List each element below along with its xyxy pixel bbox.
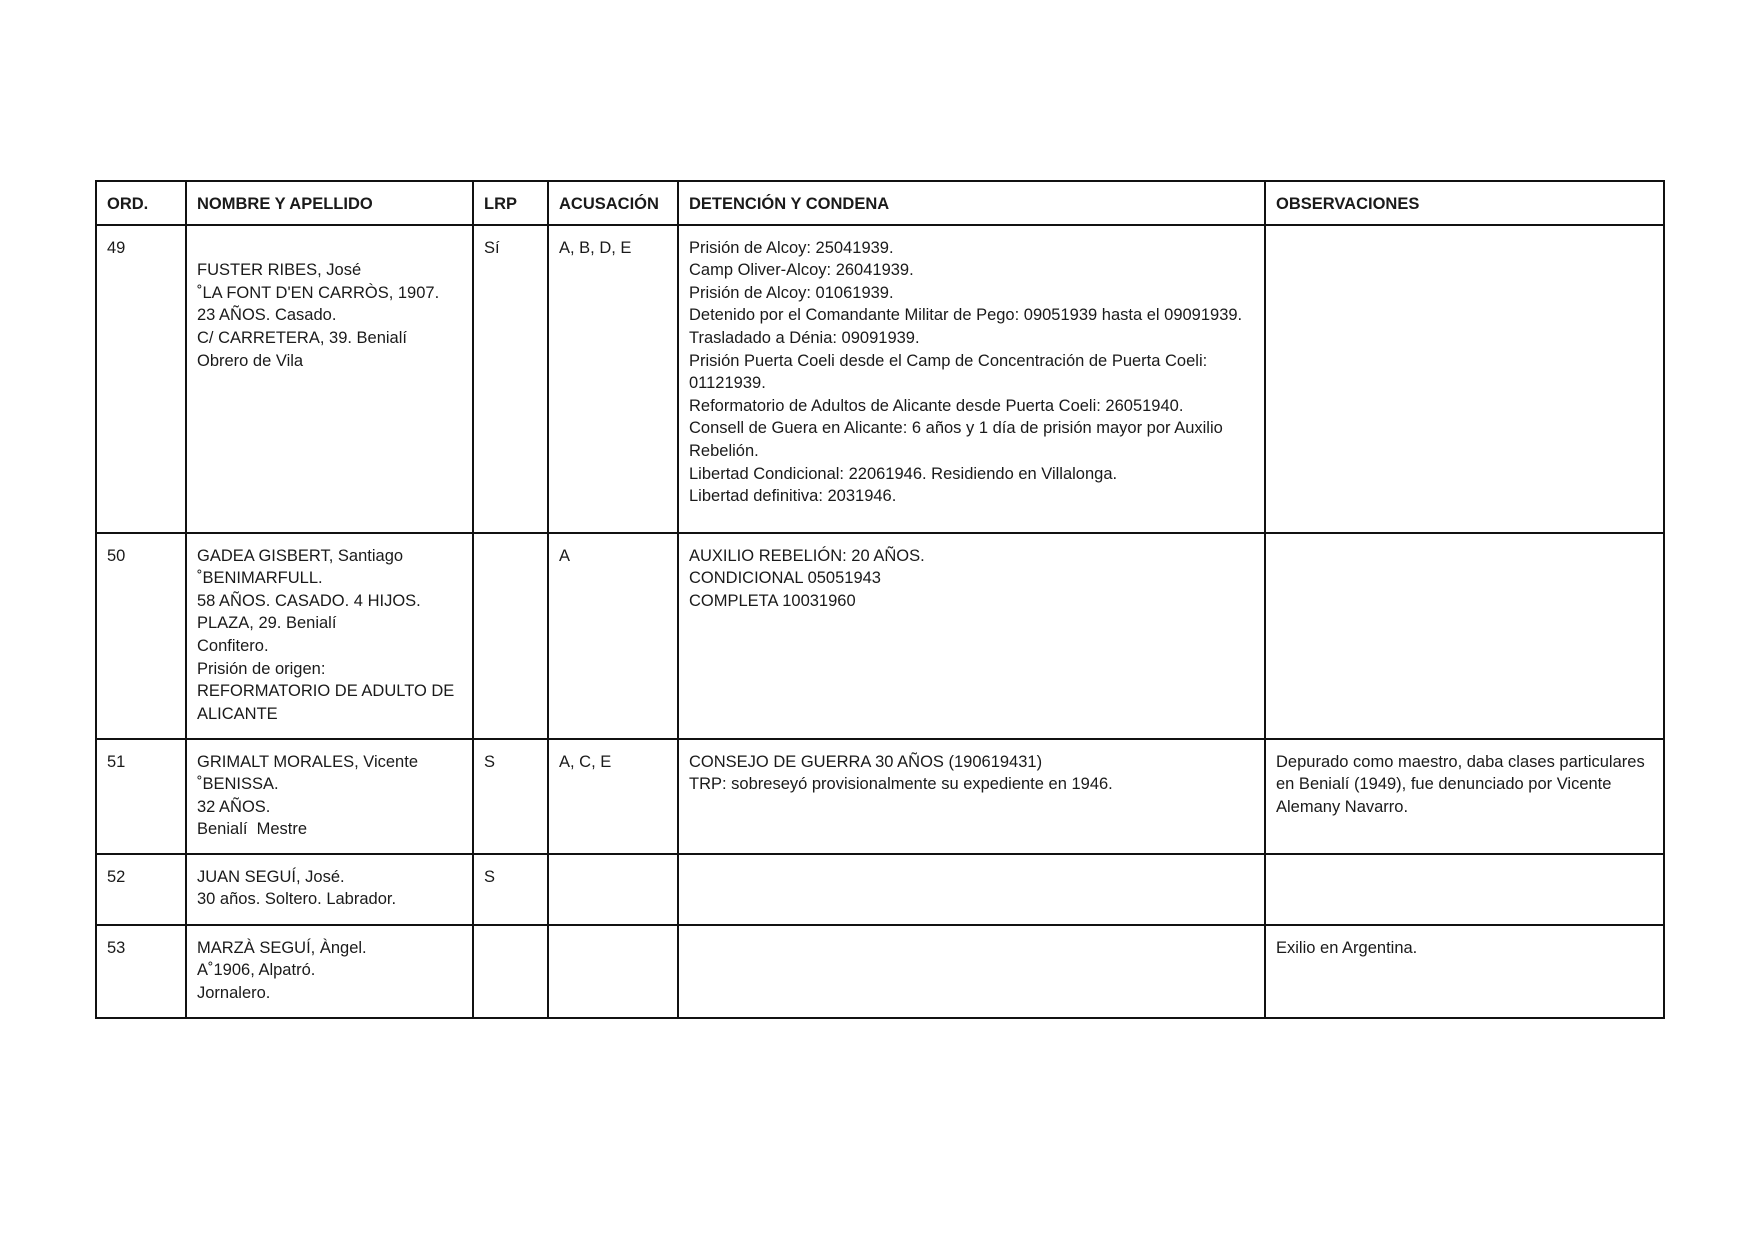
cell-lrp: S — [473, 854, 548, 925]
cell-acusacion — [548, 854, 678, 925]
detencion-line: CONDICIONAL 05051943 — [689, 569, 881, 588]
nombre-line: 23 AÑOS. Casado. — [197, 306, 337, 325]
nombre-line: Obrero de Vila — [197, 351, 304, 370]
cell-detencion — [678, 225, 1265, 533]
nombre-line: REFORMATORIO DE ADULTO DE ALICANTE — [197, 682, 455, 723]
cell-detencion — [678, 854, 1265, 925]
nombre-line: 30 años. Soltero. Labrador. — [197, 890, 397, 909]
header-detencion: DETENCIÓN Y CONDENA — [678, 181, 1265, 225]
cell-acusacion: A — [548, 533, 678, 739]
nombre-line: Jornalero. — [197, 983, 271, 1002]
cell-ord: 50 — [96, 533, 186, 739]
cell-acusacion: A, C, E — [548, 739, 678, 854]
cell-ord: 52 — [96, 854, 186, 925]
cell-nombre — [186, 533, 473, 739]
cell-ord: 51 — [96, 739, 186, 854]
nombre-line: PLAZA, 29. Benialí — [197, 614, 337, 633]
detencion-line: CONSEJO DE GUERRA 30 AÑOS (190619431) — [689, 752, 1043, 771]
detencion-line: Consell de Guera en Alicante: 6 años y 1 día de prisión mayor por Auxilio Rebelión. — [689, 419, 1223, 460]
detencion-line: Trasladado a Dénia: 09091939. — [689, 328, 920, 347]
nombre-line: ˚BENIMARFULL. — [197, 569, 323, 588]
cell-nombre — [186, 739, 473, 854]
detencion-line: COMPLETA 10031960 — [689, 591, 856, 610]
cell-acusacion: A, B, D, E — [548, 225, 678, 533]
nombre-line: C/ CARRETERA, 39. Benialí — [197, 328, 407, 347]
nombre-line: GADEA GISBERT, Santiago — [197, 546, 404, 565]
cell-detencion — [678, 925, 1265, 1018]
detencion-line: Detenido por el Comandante Militar de Pego: 09051939 hasta el 09091939. — [689, 306, 1243, 325]
nombre-line: Prisión de origen: — [197, 659, 326, 678]
detencion-line: Camp Oliver-Alcoy: 26041939. — [689, 261, 914, 280]
cell-detencion — [678, 739, 1265, 854]
table-row — [96, 739, 1664, 854]
header-lrp: LRP — [473, 181, 548, 225]
cell-observaciones — [1265, 854, 1664, 925]
header-ord: ORD. — [96, 181, 186, 225]
table-row — [96, 925, 1664, 1018]
nombre-line: Confitero. — [197, 636, 269, 655]
registry-table — [95, 180, 1665, 1019]
cell-lrp: Sí — [473, 225, 548, 533]
detencion-line: Libertad definitiva: 2031946. — [689, 487, 897, 506]
detencion-line: AUXILIO REBELIÓN: 20 AÑOS. — [689, 546, 925, 565]
cell-detencion — [678, 533, 1265, 739]
nombre-line: MARZÀ SEGUÍ, Àngel. — [197, 938, 367, 957]
nombre-line: FUSTER RIBES, José — [197, 261, 362, 280]
table-row — [96, 225, 1664, 533]
nombre-line: ˚LA FONT D'EN CARRÒS, 1907. — [197, 283, 440, 302]
header-observaciones: OBSERVACIONES — [1265, 181, 1664, 225]
cell-observaciones: Exilio en Argentina. — [1265, 925, 1664, 1018]
header-acusacion: ACUSACIÓN — [548, 181, 678, 225]
nombre-line: 32 AÑOS. — [197, 797, 271, 816]
cell-nombre — [186, 225, 473, 533]
cell-nombre — [186, 854, 473, 925]
cell-ord: 49 — [96, 225, 186, 533]
detencion-line: Reformatorio de Adultos de Alicante desde Puerta Coeli: 26051940. — [689, 396, 1184, 415]
nombre-line: A˚1906, Alpatró. — [197, 961, 316, 980]
nombre-line: Benialí Mestre — [197, 820, 308, 839]
cell-lrp — [473, 925, 548, 1018]
cell-observaciones — [1265, 225, 1664, 533]
cell-acusacion — [548, 925, 678, 1018]
detencion-line: Prisión de Alcoy: 25041939. — [689, 238, 894, 257]
nombre-line: JUAN SEGUÍ, José. — [197, 867, 345, 886]
header-nombre: NOMBRE Y APELLIDO — [186, 181, 473, 225]
cell-ord: 53 — [96, 925, 186, 1018]
nombre-line: 58 AÑOS. CASADO. 4 HIJOS. — [197, 591, 421, 610]
cell-observaciones: Depurado como maestro, daba clases particulares en Benialí (1949), fue denunciado por Vicente Alemany Navarro. — [1265, 739, 1664, 854]
detencion-line: TRP: sobreseyó provisionalmente su expediente en 1946. — [689, 775, 1113, 794]
detencion-line: Libertad Condicional: 22061946. Residiendo en Villalonga. — [689, 464, 1118, 483]
detencion-line: Prisión de Alcoy: 01061939. — [689, 283, 894, 302]
cell-observaciones — [1265, 533, 1664, 739]
nombre-line: GRIMALT MORALES, Vicente — [197, 752, 418, 771]
table-row — [96, 854, 1664, 925]
header-row — [96, 181, 1664, 225]
table-row — [96, 533, 1664, 739]
cell-lrp: S — [473, 739, 548, 854]
detencion-line: Prisión Puerta Coeli desde el Camp de Concentración de Puerta Coeli: 01121939. — [689, 351, 1208, 393]
cell-nombre — [186, 925, 473, 1018]
nombre-line: ˚BENISSA. — [197, 775, 279, 794]
cell-lrp — [473, 533, 548, 739]
